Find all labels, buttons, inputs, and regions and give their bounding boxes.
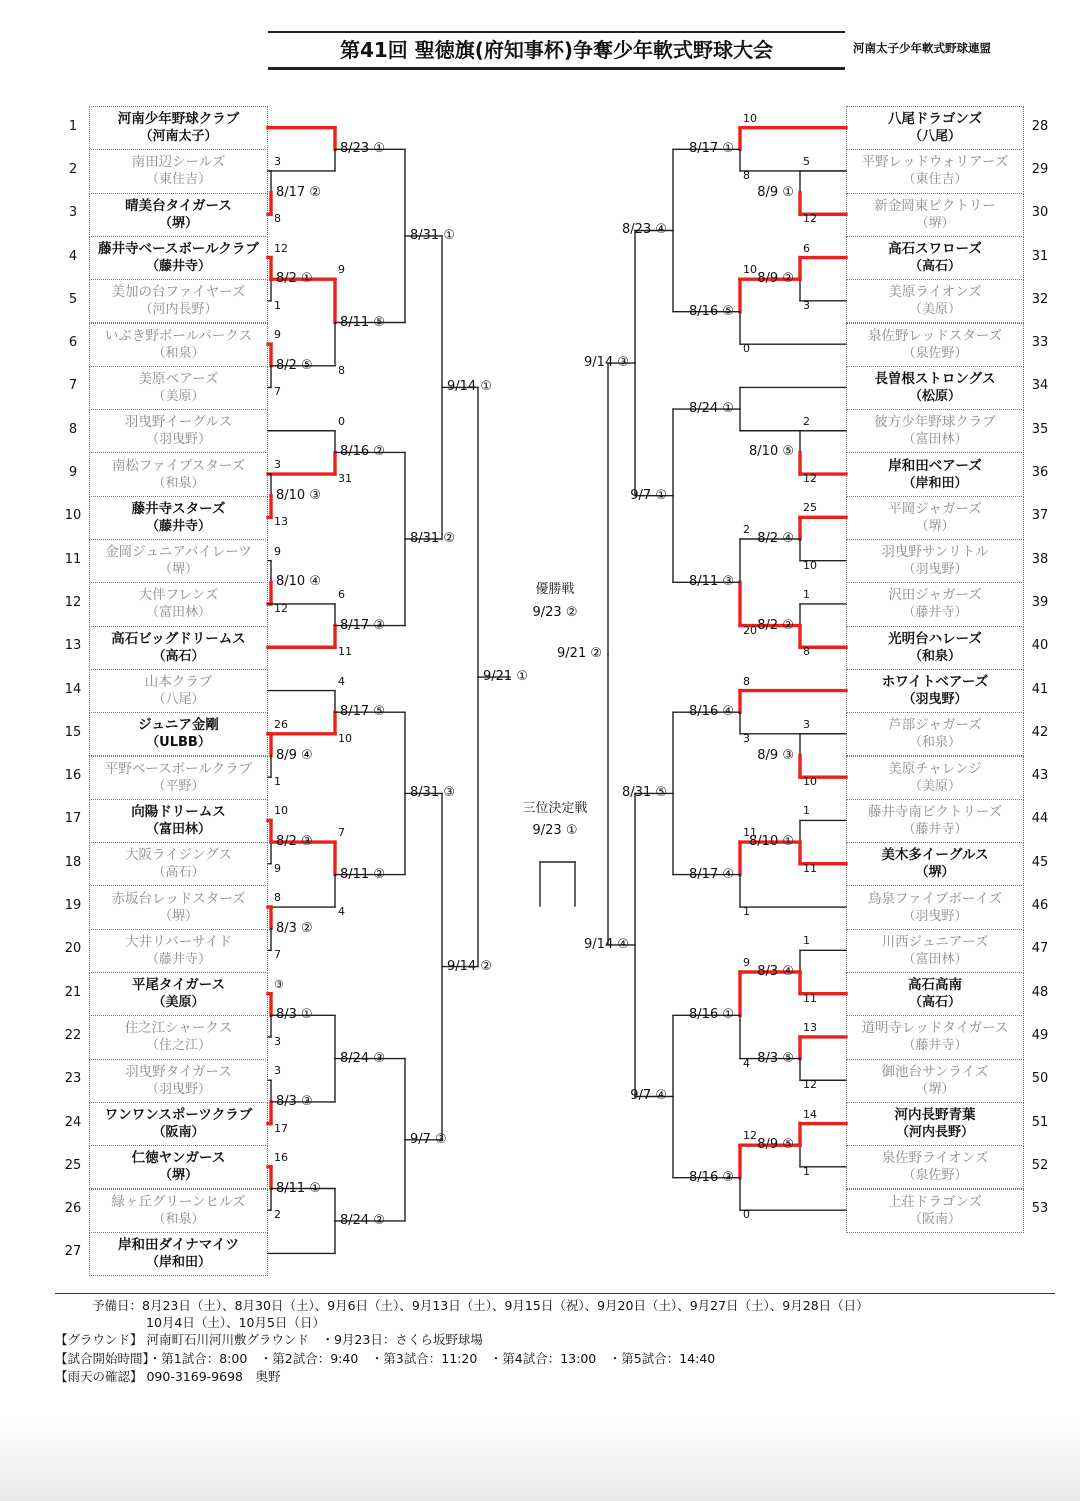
team-city: （富田林） <box>902 951 968 967</box>
team-name: 高石高南 <box>908 977 962 994</box>
score-top: 8 <box>274 891 281 905</box>
match-date: 9/14 ② <box>447 958 492 974</box>
team-city: （平野） <box>152 778 205 794</box>
team-city: （和泉） <box>152 345 205 361</box>
start-times: 【試合開始時間】・第1試合：8:00 ・第2試合：9:40 ・第3試合：11:20 ・第4試合：13:00 ・第5試合：14:40 <box>55 1351 716 1366</box>
team-number: 39 <box>1031 594 1049 610</box>
team-number: 41 <box>1031 681 1049 697</box>
match-date: 8/16 ③ <box>689 1169 734 1185</box>
team-city: （和泉） <box>152 475 205 491</box>
team-city: （美原） <box>908 302 961 318</box>
team-number: 15 <box>64 724 82 740</box>
score-top: 9 <box>274 328 281 342</box>
team-city: （羽曳野） <box>145 1081 211 1097</box>
score-top: 6 <box>338 587 345 601</box>
score-top: 10 <box>274 804 288 818</box>
team-name: 羽曳野イーグルス <box>124 414 233 431</box>
team-city: （羽曳野） <box>902 562 968 578</box>
match-date: 8/10 ④ <box>276 574 321 590</box>
team-city: （和泉） <box>152 1211 205 1227</box>
team-number: 19 <box>64 898 82 914</box>
footer-divider <box>55 1293 1055 1294</box>
score-bottom: 31 <box>338 472 352 486</box>
team-name: 川西ジュニアーズ <box>881 933 989 950</box>
team-name: 仁徳ヤンガース <box>131 1150 226 1167</box>
team-number: 42 <box>1031 724 1049 740</box>
match-date: 9/14 ③ <box>584 355 629 371</box>
match-date: 8/16 ① <box>689 1007 734 1023</box>
team-number: 40 <box>1031 638 1049 654</box>
team-city: （八尾） <box>152 692 205 708</box>
team-name: 大伴フレンズ <box>138 587 219 604</box>
match-date: 9/21 ① <box>483 669 528 685</box>
match-date: 8/17 ② <box>276 184 321 200</box>
match-date: 8/11 ③ <box>689 574 734 590</box>
team-city: （羽曳野） <box>902 908 968 924</box>
match-date: 8/3 ① <box>276 1007 313 1023</box>
team-number: 3 <box>68 205 78 221</box>
score-top: 3 <box>274 458 281 472</box>
team-number: 9 <box>68 465 78 481</box>
page-title: 第41回 聖徳旗(府知事杯)争奪少年軟式野球大会 <box>268 31 845 70</box>
score-bottom: 13 <box>274 515 288 529</box>
score-bottom: 8 <box>274 212 281 226</box>
team-city: （阪南） <box>152 1125 205 1141</box>
team-city: （和泉） <box>908 648 961 664</box>
team-name: 美加の台ファイヤーズ <box>111 284 246 301</box>
score-bottom: 12 <box>803 212 817 226</box>
score-bottom: 11 <box>803 861 817 875</box>
match-date: 8/2 ③ <box>276 834 313 850</box>
match-date: 8/16 ② <box>340 444 385 460</box>
score-top: 9 <box>743 956 750 969</box>
team-city: （堺） <box>158 562 198 578</box>
score-top: ③ <box>274 977 284 991</box>
match-date: 9/7 ④ <box>630 1088 667 1104</box>
score-top: 25 <box>803 501 817 515</box>
team-city: （住之江） <box>145 1038 211 1054</box>
match-date: 8/3 ④ <box>757 964 794 979</box>
final-date: 9/23 ② <box>532 605 578 620</box>
team-number: 38 <box>1031 551 1049 567</box>
team-city: （藤井寺） <box>902 821 968 837</box>
match-date: 8/9 ① <box>757 184 794 200</box>
team-number: 37 <box>1031 508 1049 524</box>
score-bottom: 8 <box>338 363 345 377</box>
team-number: 22 <box>64 1027 82 1043</box>
team-city: （松原） <box>908 388 961 404</box>
score-top: 2 <box>743 523 750 536</box>
team-number: 51 <box>1031 1114 1049 1130</box>
score-top: 10 <box>743 263 757 277</box>
team-number: 29 <box>1031 161 1049 177</box>
score-bottom: 12 <box>274 601 288 615</box>
team-name: 藤井寺スターズ <box>131 500 226 517</box>
team-name: 新金岡東ビクトリー <box>874 197 996 214</box>
team-city: （ULBB） <box>146 735 211 751</box>
team-city: （和泉） <box>908 735 961 751</box>
score-top: 10 <box>743 111 757 125</box>
reserve-days-cont: 10月4日（土）、10月5日（日） <box>146 1315 325 1330</box>
team-number: 10 <box>64 508 82 524</box>
match-date: 9/7 ③ <box>410 1131 447 1147</box>
team-number: 30 <box>1031 205 1049 221</box>
team-name: 美原ライオンズ <box>888 284 982 301</box>
team-number: 36 <box>1031 465 1049 481</box>
team-city: （羽曳野） <box>902 692 968 708</box>
match-date: 8/23 ① <box>340 141 385 157</box>
team-name: 平野ベースボールクラブ <box>104 760 253 777</box>
score-bottom: 1 <box>743 905 750 919</box>
team-number: 20 <box>64 941 82 957</box>
team-name: 八尾ドラゴンズ <box>887 111 983 128</box>
team-city: （河内長野） <box>139 302 218 318</box>
team-name: 芦部ジャガーズ <box>888 717 982 734</box>
team-city: （堺） <box>915 1081 955 1097</box>
team-number: 18 <box>64 854 82 870</box>
team-number: 24 <box>64 1114 82 1130</box>
match-date: 9/21 ② <box>557 646 602 662</box>
team-number: 47 <box>1031 941 1049 957</box>
team-number: 28 <box>1031 118 1049 134</box>
rain-contact: 【雨天の確認】 090-3169-9698 奥野 <box>55 1369 281 1384</box>
team-number: 32 <box>1031 291 1049 307</box>
score-bottom: 4 <box>338 905 345 919</box>
team-city: （藤井寺） <box>902 1038 968 1054</box>
score-top: 12 <box>743 1129 757 1143</box>
team-number: 31 <box>1031 248 1049 264</box>
match-date: 8/2 ② <box>757 617 794 633</box>
team-city: （堺） <box>158 1168 198 1184</box>
team-city: （岸和田） <box>145 1254 211 1270</box>
match-date: 9/7 ① <box>630 487 667 503</box>
reserve-days: 予備日：8月23日（土）、8月30日（土）、9月6日（土）、9月13日（土）、9月15日（祝）、9月20日（土）、9月27日（土）、9月28日（日） <box>92 1298 869 1313</box>
score-top: 9 <box>338 263 345 277</box>
team-name: 南松ファイブスターズ <box>111 457 246 474</box>
team-number: 52 <box>1031 1157 1049 1173</box>
team-number: 48 <box>1031 984 1049 1000</box>
match-date: 8/16 ④ <box>689 704 734 720</box>
score-bottom: 12 <box>803 1078 817 1092</box>
team-name: 岸和田ダイナマイツ <box>118 1236 239 1253</box>
score-top: 13 <box>803 1020 817 1034</box>
team-city: （河内長野） <box>895 1125 974 1141</box>
score-top: 1 <box>803 587 810 601</box>
match-date: 8/31 ② <box>410 531 455 546</box>
team-city: （高石） <box>908 995 961 1011</box>
score-bottom: 2 <box>274 1208 281 1222</box>
team-name: ホワイトベアーズ <box>881 674 989 691</box>
score-bottom: 0 <box>743 342 750 356</box>
score-bottom: 1 <box>274 775 281 789</box>
team-name: 平野レッドウォリアーズ <box>861 154 1009 171</box>
score-top: 12 <box>274 241 288 255</box>
team-city: （泉佐野） <box>902 345 968 361</box>
team-number: 34 <box>1031 378 1049 394</box>
team-name: 高石スワローズ <box>888 241 982 258</box>
match-date: 9/14 ④ <box>584 936 629 952</box>
team-number: 8 <box>68 421 78 437</box>
match-date: 8/16 ⑤ <box>689 303 734 319</box>
team-number: 49 <box>1031 1027 1049 1043</box>
score-top: 2 <box>803 414 810 428</box>
team-name: 岸和田ベアーズ <box>888 457 982 474</box>
team-number: 7 <box>68 378 78 394</box>
third-place-date: 9/23 ① <box>532 823 578 838</box>
final-label: 優勝戦 <box>535 582 575 597</box>
team-name: 河内長野青葉 <box>894 1107 976 1124</box>
score-bottom: 17 <box>274 1121 288 1135</box>
score-bottom: 9 <box>274 861 281 875</box>
match-date: 8/10 ⑤ <box>749 444 794 460</box>
score-top: 3 <box>274 154 281 168</box>
team-number: 23 <box>64 1071 82 1087</box>
team-city: （岸和田） <box>902 475 968 491</box>
team-city: （堺） <box>158 215 198 231</box>
score-bottom: 1 <box>803 1164 810 1178</box>
team-number: 26 <box>64 1201 82 1217</box>
team-number: 11 <box>64 551 82 567</box>
team-name: ジュニア金剛 <box>138 717 219 734</box>
team-name: 藤井寺ベースボールクラブ <box>98 241 259 258</box>
team-name: 鳥泉ファイブボーイズ <box>867 890 1003 907</box>
score-top: 6 <box>803 241 810 255</box>
score-bottom: 0 <box>743 1208 750 1222</box>
team-city: （河南太子） <box>139 129 218 145</box>
match-date: 8/3 ② <box>276 920 313 936</box>
team-city: （富田林） <box>145 821 211 837</box>
team-number: 4 <box>68 248 78 264</box>
match-date: 8/17 ④ <box>689 866 734 882</box>
team-city: （堺） <box>915 215 955 231</box>
team-city: （堺） <box>915 518 955 534</box>
score-top: 3 <box>274 1064 281 1078</box>
match-date: 8/11 ⑤ <box>340 314 385 330</box>
team-name: 羽曳野タイガース <box>125 1063 232 1080</box>
team-number: 16 <box>64 768 82 784</box>
score-top: 16 <box>274 1150 288 1164</box>
team-name: 光明台ハレーズ <box>888 630 982 647</box>
team-name: 山本クラブ <box>144 674 213 691</box>
score-top: 5 <box>803 154 810 168</box>
team-number: 17 <box>64 811 82 827</box>
team-number: 46 <box>1031 898 1049 914</box>
team-name: 赤坂台レッドスターズ <box>111 890 246 907</box>
team-name: 上荘ドラゴンズ <box>887 1193 983 1210</box>
score-top: 3 <box>803 717 810 731</box>
match-date: 8/31 ⑤ <box>622 785 667 801</box>
score-bottom: 7 <box>274 948 281 962</box>
team-city: （東住吉） <box>145 172 211 188</box>
team-name: 御池台サンライズ <box>881 1063 989 1080</box>
score-top: 0 <box>338 414 345 428</box>
score-bottom: 8 <box>803 645 810 659</box>
team-name: 晴美台タイガース <box>125 197 232 214</box>
team-city: （藤井寺） <box>902 605 968 621</box>
team-city: （富田林） <box>902 432 968 448</box>
match-date: 8/3 ③ <box>276 1093 313 1109</box>
team-name: 藤井寺南ビクトリーズ <box>867 803 1003 820</box>
team-city: （高石） <box>152 648 205 664</box>
match-date: 8/10 ③ <box>276 487 321 503</box>
team-number: 13 <box>64 638 82 654</box>
score-top: 8 <box>743 674 750 688</box>
team-name: 住之江シャークス <box>124 1020 233 1037</box>
score-bottom: 10 <box>803 558 817 572</box>
score-bottom: 7 <box>274 385 281 399</box>
match-date: 8/9 ② <box>757 271 794 287</box>
match-date: 8/9 ⑤ <box>757 1137 794 1153</box>
team-number: 44 <box>1031 811 1049 827</box>
team-name: 彼方少年野球クラブ <box>874 414 996 431</box>
team-city: （阪南） <box>908 1211 961 1227</box>
match-date: 8/17 ⑤ <box>340 704 385 720</box>
score-top: 4 <box>338 674 345 688</box>
team-name: いぶき野ボールパークス <box>104 327 253 344</box>
match-date: 8/31 ① <box>410 227 455 243</box>
score-top: 14 <box>803 1107 817 1121</box>
match-date: 8/24 ① <box>689 401 734 417</box>
score-top: 9 <box>274 544 281 558</box>
team-number: 5 <box>68 291 78 307</box>
match-date: 8/2 ① <box>276 271 313 287</box>
team-name: 平岡ジャガーズ <box>888 500 982 517</box>
score-bottom: 11 <box>803 991 817 1005</box>
team-number: 25 <box>64 1157 82 1173</box>
match-date: 8/24 ② <box>340 1212 385 1228</box>
team-name: 沢田ジャガーズ <box>888 587 982 604</box>
team-city: （藤井寺） <box>145 259 211 275</box>
score-bottom: 3 <box>274 1034 281 1048</box>
team-number: 43 <box>1031 768 1049 784</box>
team-number: 45 <box>1031 854 1049 870</box>
team-city: （藤井寺） <box>145 518 211 534</box>
team-name: 羽曳野サンリトル <box>881 544 989 561</box>
match-date: 8/17 ① <box>689 141 734 157</box>
score-bottom: 10 <box>338 731 352 745</box>
team-name: 泉佐野レッドスターズ <box>867 327 1003 344</box>
team-name: 大阪ライジングス <box>125 847 232 864</box>
score-bottom: 10 <box>803 775 817 789</box>
team-city: （羽曳野） <box>145 432 211 448</box>
score-top: 7 <box>338 826 345 840</box>
score-bottom: 1 <box>274 298 281 312</box>
score-bottom: 20 <box>743 623 757 637</box>
team-name: 河南少年野球クラブ <box>117 111 240 128</box>
team-name: 向陽ドリームス <box>131 803 226 820</box>
team-number: 1 <box>68 118 78 134</box>
score-top: 1 <box>803 934 810 948</box>
organizer-name: 河南太子少年軟式野球連盟 <box>853 41 991 55</box>
team-number: 21 <box>64 984 82 1000</box>
team-name: 平尾タイガース <box>131 977 226 994</box>
match-date: 9/14 ① <box>447 379 492 395</box>
score-top: 1 <box>803 804 810 818</box>
team-city: （高石） <box>152 865 205 881</box>
team-number: 35 <box>1031 421 1049 437</box>
score-top: 26 <box>274 717 288 731</box>
match-date: 8/9 ③ <box>757 747 794 763</box>
team-name: 長曽根ストロングス <box>874 370 996 387</box>
team-number: 6 <box>68 335 78 351</box>
team-city: （美原） <box>152 995 205 1011</box>
team-city: （堺） <box>915 865 955 881</box>
team-name: 美原ベアーズ <box>138 370 219 387</box>
match-date: 8/11 ① <box>276 1180 321 1196</box>
team-name: 高石ビッグドリームス <box>111 630 246 647</box>
match-date: 8/2 ④ <box>757 531 794 546</box>
team-city: （東住吉） <box>902 172 968 188</box>
team-number: 12 <box>64 594 82 610</box>
team-name: 大井リバーサイド <box>125 933 232 950</box>
score-top: 11 <box>743 826 757 840</box>
match-date: 8/23 ④ <box>622 222 667 238</box>
ground-info: 【グラウンド】 河南町石川河川敷グラウンド ・9月23日：さくら坂野球場 <box>55 1332 483 1347</box>
match-date: 8/11 ② <box>340 866 385 882</box>
match-date: 8/24 ③ <box>340 1050 385 1066</box>
team-name: 道明寺レッドタイガース <box>861 1020 1009 1037</box>
team-name: ワンワンスポーツクラブ <box>104 1107 253 1124</box>
team-name: 美原チャレンジ <box>888 760 982 777</box>
score-bottom: 4 <box>743 1056 750 1070</box>
score-bottom: 3 <box>803 298 810 312</box>
team-number: 33 <box>1031 335 1049 351</box>
team-city: （藤井寺） <box>145 951 211 967</box>
team-name: 緑ヶ丘グリーンヒルズ <box>111 1193 246 1210</box>
team-city: （堺） <box>158 908 198 924</box>
team-name: 美木多イーグルス <box>881 847 989 864</box>
team-city: （美原） <box>908 778 961 794</box>
team-name: 金岡ジュニアパイレーツ <box>105 544 252 561</box>
team-city: （美原） <box>152 388 205 404</box>
team-number: 27 <box>64 1244 82 1260</box>
match-date: 8/17 ③ <box>340 617 385 633</box>
match-date: 8/2 ⑤ <box>276 357 313 373</box>
third-place-label: 三位決定戦 <box>522 801 588 816</box>
match-date: 8/10 ① <box>749 834 794 850</box>
team-city: （泉佐野） <box>902 1168 968 1184</box>
score-bottom: 8 <box>743 168 750 182</box>
team-city: （富田林） <box>145 605 211 621</box>
team-city: （高石） <box>908 259 961 275</box>
team-name: 南田辺シールズ <box>131 154 226 171</box>
team-number: 2 <box>68 161 78 177</box>
score-bottom: 12 <box>803 472 817 486</box>
score-bottom: 11 <box>338 645 352 659</box>
score-bottom: 3 <box>743 731 750 745</box>
team-number: 53 <box>1031 1201 1049 1217</box>
team-number: 50 <box>1031 1071 1049 1087</box>
match-date: 8/9 ④ <box>276 747 313 763</box>
team-city: （八尾） <box>908 129 961 145</box>
match-date: 8/31 ③ <box>410 785 455 801</box>
team-name: 泉佐野ライオンズ <box>881 1150 989 1167</box>
match-date: 8/3 ⑤ <box>757 1050 794 1066</box>
team-number: 14 <box>64 681 82 697</box>
